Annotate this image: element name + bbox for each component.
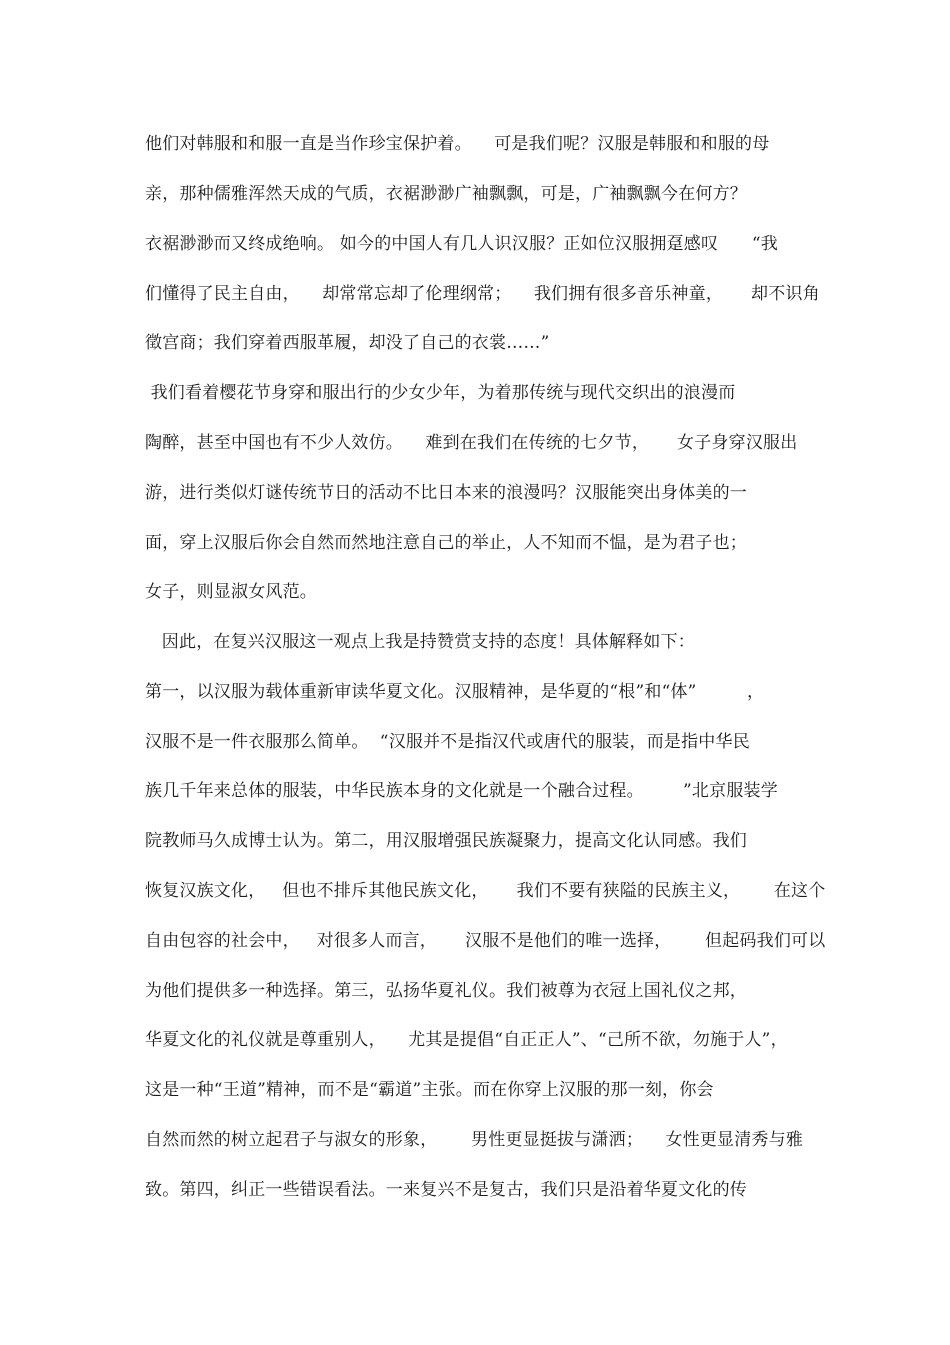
- text-line: 第一，以汉服为载体重新审读华夏文化。汉服精神，是华夏的“根”和“体” ，: [145, 682, 765, 702]
- text-line: 他们对韩服和和服一直是当作珍宝保护着。 可是我们呢？汉服是韩服和和服的母: [145, 134, 770, 154]
- text-line: 女子，则显淑女风范。: [145, 582, 317, 602]
- text-line: 族几千年来总体的服装，中华民族本身的文化就是一个融合过程。 ”北京服装学: [145, 781, 778, 801]
- text-line: 因此，在复兴汉服这一观点上我是持赞赏支持的态度！具体解释如下：: [145, 632, 696, 652]
- text-line: 恢复汉族文化， 但也不排斥其他民族文化， 我们不要有狭隘的民族主义， 在这个: [145, 881, 826, 901]
- text-line: 们懂得了民主自由， 却常常忘却了伦理纲常； 我们拥有很多音乐神童， 却不识角: [145, 284, 820, 304]
- text-line: 华夏文化的礼仪就是尊重别人， 尤其是提倡“自正正人”、“己所不欲，勿施于人”，: [145, 1030, 788, 1050]
- text-line: 为他们提供多一种选择。第三，弘扬华夏礼仪。我们被尊为衣冠上国礼仪之邦，: [145, 981, 747, 1001]
- text-line: 徵宫商；我们穿着西服革履，却没了自己的衣裳……”: [145, 333, 550, 353]
- text-line: 院教师马久成博士认为。第二，用汉服增强民族凝聚力，提高文化认同感。我们: [145, 831, 747, 851]
- text-line: 衣裾渺渺而又终成绝响。 如今的中国人有几人识汉服？正如位汉服拥趸感叹 “我: [145, 234, 778, 254]
- text-line: 自由包容的社会中， 对很多人而言， 汉服不是他们的唯一选择， 但起码我们可以: [145, 931, 826, 951]
- text-line: 自然而然的树立起君子与淑女的形象， 男性更显挺拔与潇洒； 女性更显清秀与雅: [145, 1130, 804, 1150]
- text-line: 汉服不是一件衣服那么简单。 “汉服并不是指汉代或唐代的服装，而是指中华民: [145, 732, 750, 752]
- text-line: 陶醉，甚至中国也有不少人效仿。 难到在我们在传统的七夕节， 女子身穿汉服出: [145, 433, 798, 453]
- text-line: 致。第四，纠正一些错误看法。一来复兴不是复古，我们只是沿着华夏文化的传: [145, 1180, 747, 1200]
- text-line: 游，进行类似灯谜传统节日的活动不比日本来的浪漫吗？汉服能突出身体美的一: [145, 483, 747, 503]
- text-line: 这是一种“王道”精神，而不是“霸道”主张。而在你穿上汉服的那一刻，你会: [145, 1080, 714, 1100]
- text-line: 面，穿上汉服后你会自然而然地注意自己的举止，人不知而不愠，是为君子也；: [145, 533, 747, 553]
- text-line: 我们看着樱花节身穿和服出行的少女少年，为着那传统与现代交织出的浪漫而: [145, 383, 736, 403]
- text-line: 亲，那种儒雅浑然天成的气质，衣裾渺渺广袖飘飘，可是，广袖飘飘今在何方？: [145, 184, 747, 204]
